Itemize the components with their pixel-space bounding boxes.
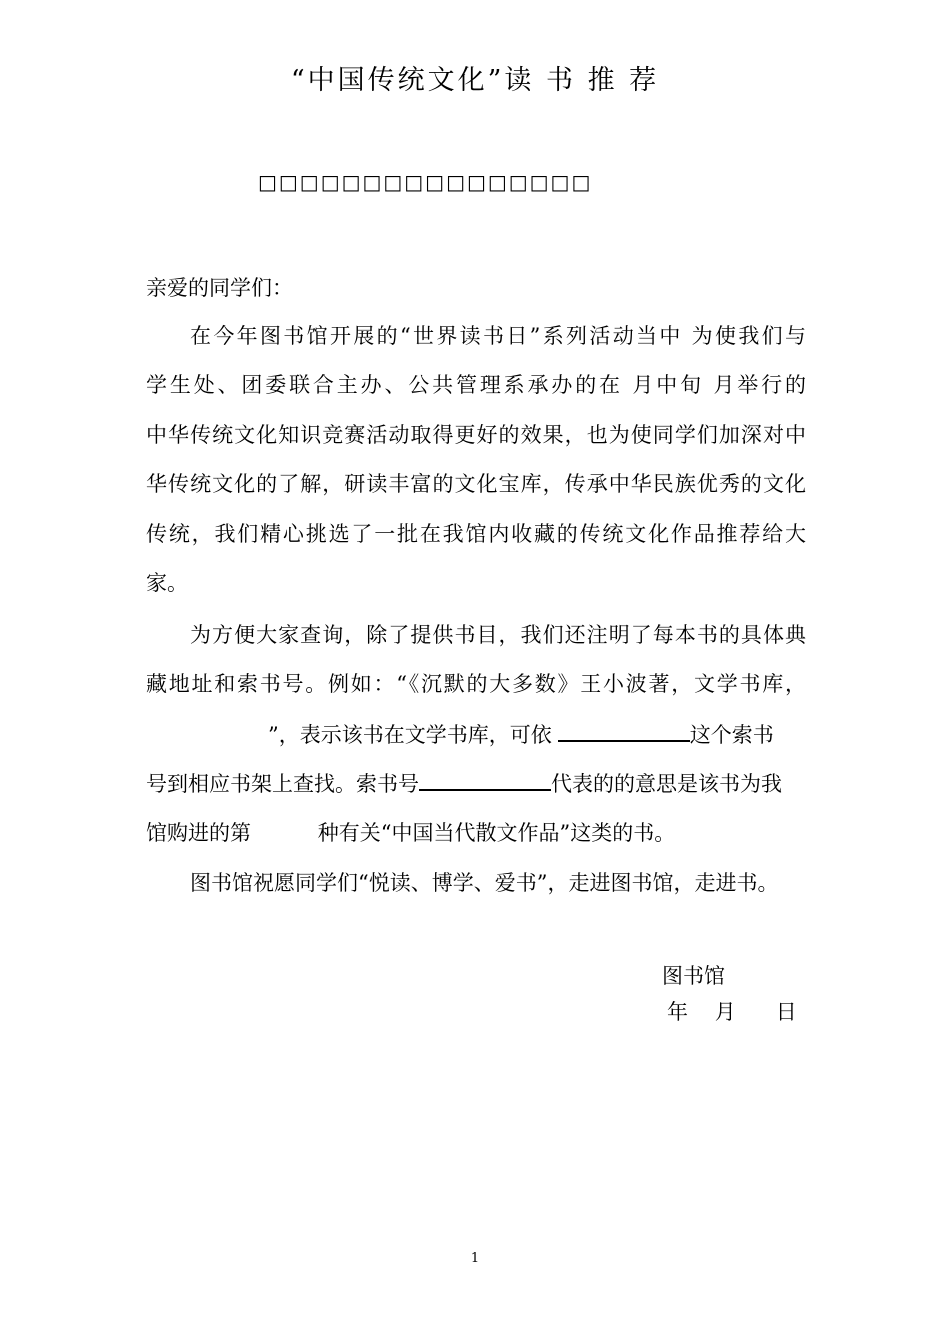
paragraph-2-line-1: 为方便大家查询，除了提供书目，我们还注明了每本书的具体典 <box>190 623 806 647</box>
paragraph-2-line-4-text-a: 号到相应书架上查找。索书号 <box>146 772 419 796</box>
paragraph-2-line-4 <box>146 767 806 799</box>
paragraph-2-line-3-text-b: 这个索书 <box>689 723 774 747</box>
date-line: 年 月 日 <box>667 1000 797 1024</box>
paragraph-2-line-5: 馆购进的第 种有关“中国当代散文作品”这类的书。 <box>146 821 676 845</box>
paragraph-3-line-1: 图书馆祝愿同学们“悦读、博学、爱书”，走进图书馆，走进书。 <box>190 871 779 895</box>
paragraph-1-line-1: 在今年图书馆开展的“世界读书日”系列活动当中 为使我们与 <box>190 324 806 348</box>
paragraph-1-line-2: 学生处、团委联合主办、公共管理系承办的在 月中旬 月举行的 <box>146 373 806 397</box>
paragraph-1-line-5: 传统，我们精心挑选了一批在我馆内收藏的传统文化作品推荐给大 <box>146 522 806 546</box>
paragraph-2-line-2: 藏地址和索书号。例如：“《沉默的大多数》王小波著，文学书库， <box>146 672 806 696</box>
paragraph-1-line-3: 中华传统文化知识竞赛活动取得更好的效果，也为使同学们加深对中 <box>146 423 806 447</box>
paragraph-1-line-6: 家。 <box>146 571 188 595</box>
call-number-blank-1 <box>558 718 690 742</box>
paragraph-2-line-3 <box>268 718 806 750</box>
garbled-subtitle: □□□□□□□□□□□□□□□□ <box>258 170 593 194</box>
paragraph-1-line-4: 华传统文化的了解，研读丰富的文化宝库，传承中华民族优秀的文化 <box>146 472 806 496</box>
paragraph-2-line-4-text-b: 代表的的意思是该书为我 <box>551 772 782 796</box>
salutation: 亲爱的同学们： <box>146 276 293 300</box>
page-title: “中国传统文化”读 书 推 荐 <box>290 65 660 96</box>
paragraph-2-line-3-text-a: ”，表示该书在文学书库，可依 <box>268 723 552 747</box>
page-number: 1 <box>470 1251 480 1266</box>
call-number-blank-2 <box>419 767 551 791</box>
signoff-library: 图书馆 <box>662 964 725 988</box>
